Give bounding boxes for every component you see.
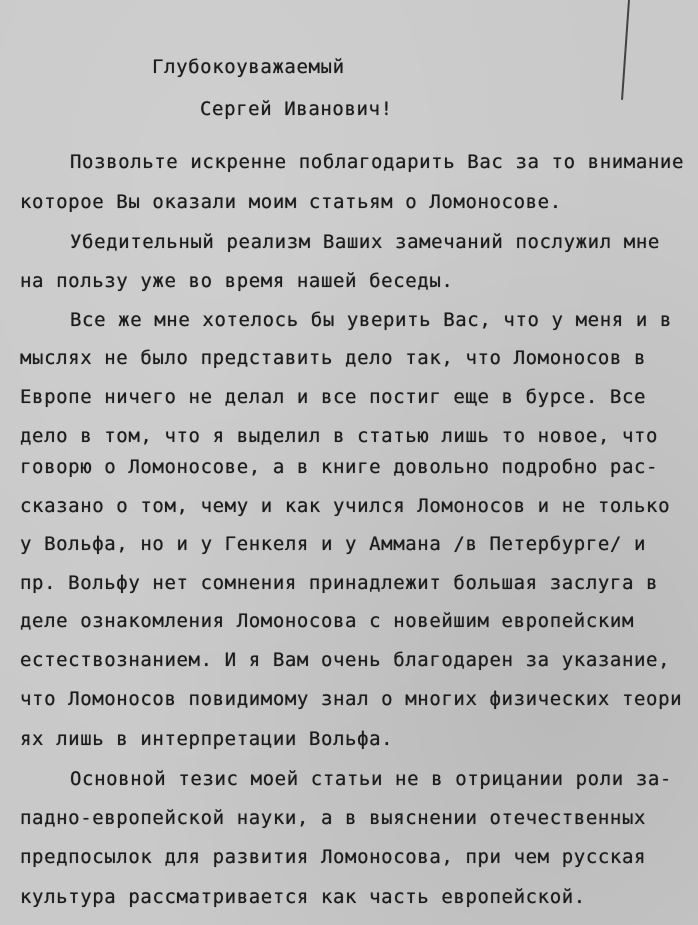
body-line: говорю о Ломоносове, а в книге довольно подробно рас- <box>20 456 659 478</box>
body-line: естествознанием. И я Вам очень благодарен за указание, <box>20 649 671 671</box>
body-line: пр. Вольфу нет сомнения принадлежит большая заслуга в <box>20 572 659 594</box>
salutation-line-2: Сергей Иванович! <box>200 98 393 120</box>
body-line: Европе ничего не делал и все постиг еще в бурсе. Все <box>20 386 647 408</box>
margin-pencil-mark <box>621 0 630 100</box>
salutation-line-1: Глубокоуважаемый <box>152 56 345 78</box>
body-line: у Вольфа, но и у Генкеля и у Аммана /в Петербурге/ и <box>20 533 647 555</box>
body-line: что Ломоносов повидимому знал о многих физических теори <box>20 688 683 710</box>
body-line: предпосылок для развития Ломоносова, при чем русская <box>20 846 647 868</box>
body-line: деле ознакомления Ломоносова с новейшим европейским <box>20 610 634 632</box>
body-line: сказано о том, чему и как учился Ломоносов и не только <box>20 495 671 517</box>
body-line: культура рассматривается как часть европейской. <box>20 886 586 908</box>
body-line: падно-европейской науки, а в выяснении отечественных <box>20 807 647 829</box>
body-line: которое Вы оказали моим статьям о Ломоносове. <box>20 191 562 213</box>
body-line: дело в том, что я выделил в статью лишь то новое, что <box>20 425 659 447</box>
body-line: мыслях не было представить дело так, что Ломоносов в <box>20 347 647 369</box>
body-line: ях лишь в интерпретации Вольфа. <box>20 728 394 750</box>
body-line: на пользу уже во время нашей беседы. <box>20 270 454 292</box>
body-line: Основной тезис моей статьи не в отрицании роли за- <box>70 768 672 790</box>
body-line: Позвольте искренне поблагодарить Вас за то внимание <box>70 151 684 173</box>
body-line: Убедительный реализм Ваших замечаний послужил мне <box>70 231 660 253</box>
body-line: Все же мне хотелось бы уверить Вас, что у меня и в <box>70 309 672 331</box>
